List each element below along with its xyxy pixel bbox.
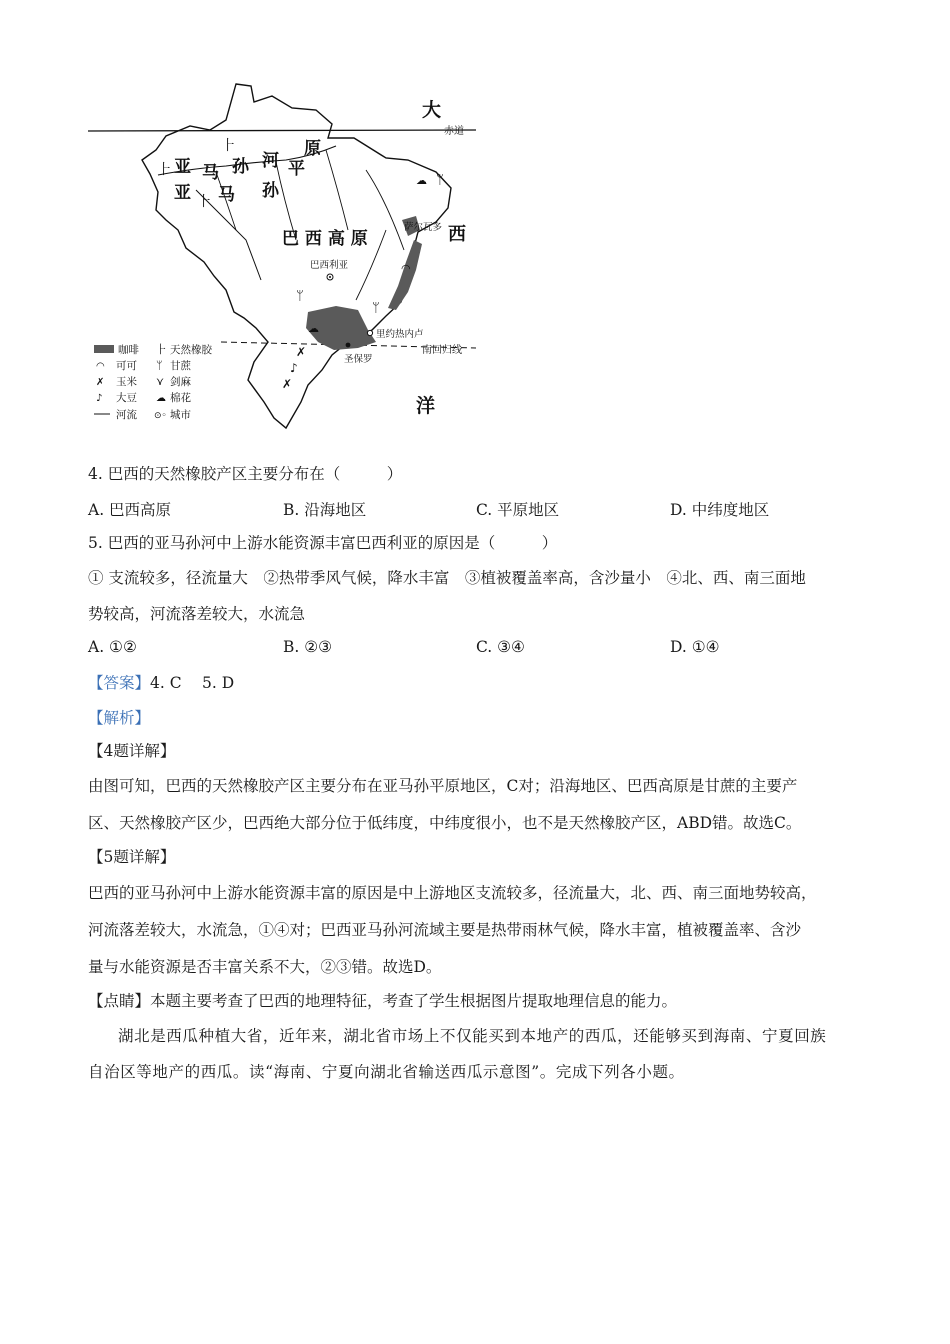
d4-paragraph-line: 由图可知，巴西的天然橡胶产区主要分布在亚马孙平原地区，C对；沿海地区、巴西高原是甘蔗的主要产 bbox=[88, 777, 798, 795]
d4-title: 【4题详解】 bbox=[88, 742, 176, 760]
rubber-icon: ⺊ bbox=[198, 194, 212, 210]
q5-option-c[interactable]: C. ③④ bbox=[476, 638, 525, 656]
legend-soybean-icon: ♪ bbox=[96, 393, 103, 404]
river-char: 马 bbox=[218, 185, 235, 205]
legend-cotton-icon: ☁ bbox=[156, 393, 166, 404]
legend-sisal-icon: ⋎ bbox=[156, 375, 165, 388]
analysis-label: 【解析】 bbox=[88, 709, 151, 727]
tropic-label: 南回归线 bbox=[422, 345, 462, 356]
q4-stem: 4. 巴西的天然橡胶产区主要分布在（ ） bbox=[88, 465, 403, 483]
legend-sugarcane-icon: ᛘ bbox=[156, 359, 163, 372]
legend-coffee-label: 咖啡 bbox=[118, 344, 139, 356]
city-label-rio: 里约热内卢 bbox=[376, 329, 424, 340]
legend-sugarcane-label: 甘蔗 bbox=[170, 360, 191, 372]
cocoa-icon: ◠ bbox=[401, 262, 411, 275]
q5-option-d[interactable]: D. ①④ bbox=[670, 638, 720, 656]
answer-line bbox=[88, 673, 234, 693]
highland-label: 巴 西 高 原 bbox=[282, 229, 368, 249]
city-label-brasilia: 巴西利亚 bbox=[310, 260, 349, 271]
q4-option-d[interactable]: D. 中纬度地区 bbox=[670, 501, 770, 519]
legend-soybean-label: 大豆 bbox=[116, 392, 137, 404]
comment-line: 【点睛】本题主要考查了巴西的地理特征，考查了学生根据图片提取地理信息的能力。 bbox=[88, 992, 678, 1010]
sugarcane-icon: ᛘ bbox=[296, 289, 304, 304]
coastal-crop-region bbox=[388, 240, 422, 310]
legend-rubber-icon: ⺊ bbox=[156, 343, 167, 356]
intro-line: 自治区等地产的西瓜。读“海南、宁夏向湖北省输送西瓜示意图”。完成下列各小题。 bbox=[88, 1063, 685, 1081]
d4-paragraph-line: 区、天然橡胶产区少，巴西绝大部分位于低纬度，中纬度很小，也不是天然橡胶产区，ABD错。故选C。 bbox=[88, 814, 802, 832]
brazil-agriculture-map bbox=[86, 80, 486, 435]
rubber-icon: ⺊ bbox=[158, 162, 172, 178]
legend-cotton-label: 棉花 bbox=[170, 392, 191, 404]
legend-sisal-label: 剑麻 bbox=[170, 376, 191, 388]
equator-label: 赤道 bbox=[444, 126, 464, 137]
legend-corn-icon: ✗ bbox=[96, 377, 105, 388]
q5-stem: 5. 巴西的亚马孙河中上游水能资源丰富巴西利亚的原因是（ ） bbox=[88, 534, 558, 552]
d5-paragraph-line: 巴西的亚马孙河中上游水能资源丰富的原因是中上游地区支流较多，径流量大，北、西、南三面地势较高， bbox=[88, 884, 817, 902]
legend-coffee-swatch bbox=[94, 345, 114, 353]
cotton-icon: ☁ bbox=[308, 322, 319, 335]
plain-char: 亚 bbox=[174, 157, 191, 177]
river-tributary bbox=[326, 150, 348, 230]
city-marker bbox=[346, 343, 351, 348]
q5-option-b[interactable]: B. ②③ bbox=[283, 638, 333, 656]
d5-paragraph-line: 量与水能资源是否丰富关系不大，②③错。故选D。 bbox=[88, 958, 442, 976]
plain-char: 原 bbox=[304, 139, 321, 159]
intro-line: 湖北是西瓜种植大省，近年来，湖北省市场上不仅能买到本地产的西瓜，还能够买到海南、宁夏回族 bbox=[118, 1027, 827, 1045]
rubber-icon: ⺊ bbox=[222, 138, 236, 154]
q5-options bbox=[88, 638, 888, 658]
corn-icon: ✗ bbox=[296, 345, 307, 359]
cotton-icon: ☁ bbox=[416, 174, 427, 187]
answer-text: 4. C 5. D bbox=[150, 674, 235, 692]
soybean-icon: ♪ bbox=[290, 361, 298, 375]
plain-char: 马 bbox=[202, 163, 219, 183]
city-marker bbox=[367, 330, 372, 335]
legend-city-label: 城市 bbox=[170, 409, 191, 421]
equator-line bbox=[88, 130, 476, 131]
river-char: 河 bbox=[262, 151, 279, 171]
legend-rubber-label: 天然橡胶 bbox=[170, 344, 212, 356]
river-char: 亚 bbox=[174, 183, 191, 203]
legend-corn-label: 玉米 bbox=[116, 376, 137, 388]
q5-statement-line: ① 支流较多，径流量大 ②热带季风气候，降水丰富 ③植被覆盖率高，含沙量小 ④北、西、南三面地 bbox=[88, 569, 806, 587]
capital-marker-dot bbox=[329, 276, 331, 278]
ocean-label-xi: 西 bbox=[448, 224, 466, 245]
sugarcane-icon: ᛘ bbox=[372, 301, 380, 316]
plain-char: 平 bbox=[288, 159, 305, 179]
d5-title: 【5题详解】 bbox=[88, 848, 176, 866]
q4-options bbox=[88, 498, 888, 518]
q4-option-a[interactable]: A. 巴西高原 bbox=[88, 501, 172, 519]
ocean-label-yang: 洋 bbox=[416, 395, 436, 417]
corn-icon: ✗ bbox=[282, 377, 293, 391]
legend-river-label: 河流 bbox=[116, 409, 137, 421]
legend-cocoa-label: 可可 bbox=[116, 360, 137, 372]
river-char: 孙 bbox=[262, 181, 279, 201]
d5-paragraph-line: 河流落差较大，水流急，①④对；巴西亚马孙河流域主要是热带雨林气候，降水丰富，植被覆盖率、含沙 bbox=[88, 921, 802, 939]
legend-cocoa-icon: ◠ bbox=[96, 361, 105, 372]
city-label-salvador: 萨尔瓦多 bbox=[404, 222, 443, 233]
q5-statement-line: 势较高，河流落差较大，水流急 bbox=[88, 605, 306, 623]
q4-option-b[interactable]: B. 沿海地区 bbox=[283, 501, 367, 519]
plain-char: 孙 bbox=[232, 157, 249, 177]
river-tributary bbox=[366, 170, 404, 250]
q5-option-a[interactable]: A. ①② bbox=[88, 638, 137, 656]
ocean-label-da: 大 bbox=[422, 99, 442, 121]
q4-option-c[interactable]: C. 平原地区 bbox=[476, 501, 560, 519]
answer-label: 【答案】 bbox=[88, 674, 151, 692]
sugarcane-icon: ᛘ bbox=[436, 173, 444, 188]
legend-city-icon: ⊙◦ bbox=[154, 411, 167, 421]
city-label-saopaulo: 圣保罗 bbox=[344, 354, 373, 365]
